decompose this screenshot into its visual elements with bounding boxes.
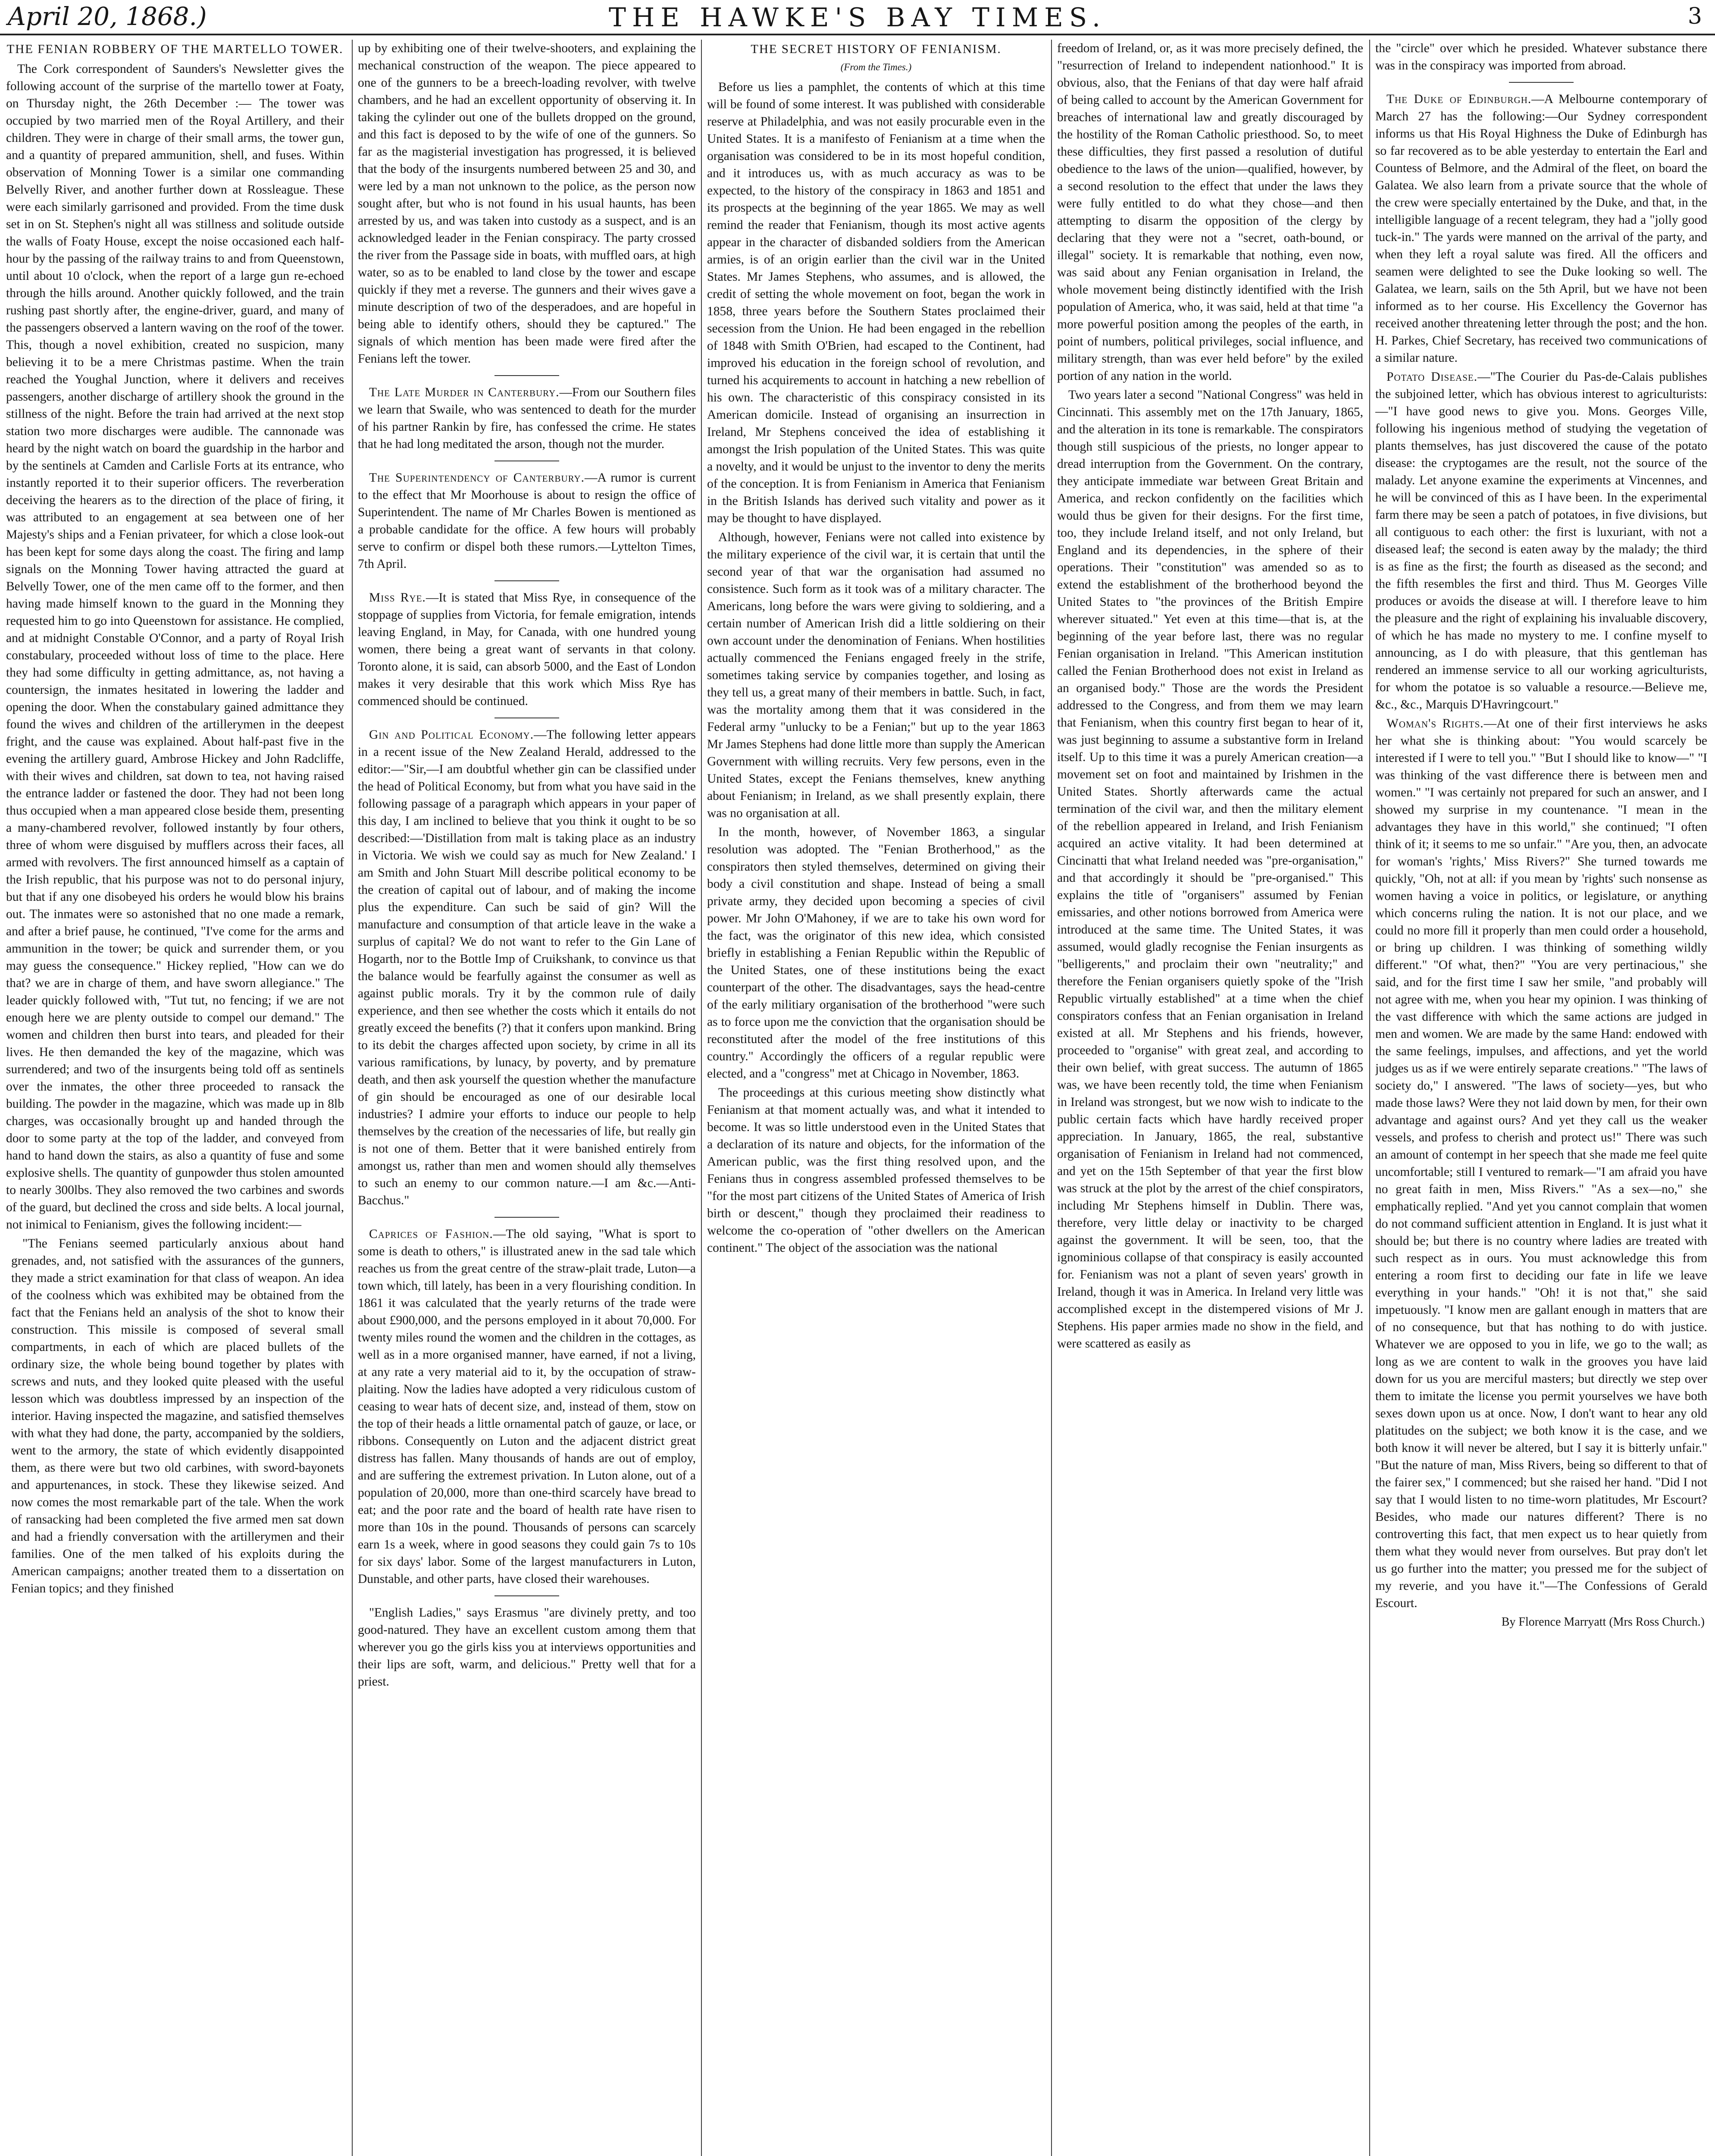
news-item-body: —A Melbourne contemporary of March 27 has the following:—Our Sydney correspondent informs us that His Royal Highness the Duke of Edinburgh has so far recovered as to be able yesterday to entertain the Earl and Countess of Belmore, and the Admiral of the fleet, on board the Galatea. We also learn from a private source that the whole of the crew were specially entertained by the Duke, and that, in the intelligible language of a recent telegram, they had a "jolly good tuck-in." The yards were manned on the arrival of the party, and when they left a royal salute was fired. All the officers and seamen were delighted to see the Duke looking so well. The Galatea, we learn, sails on the 5th April, but we have not been informed as to her course. His Excellency the Governor has received another threatening letter through the post; and the hon. H. Parkes, Chief Secretary, has received two communications of a similar nature. <box>1375 92 1707 365</box>
news-item-title: Caprices of Fashion. <box>369 1227 493 1241</box>
newspaper-title: THE HAWKE'S BAY TIMES. <box>608 3 1107 33</box>
article-paragraph: the "circle" over which he presided. Whatever substance there was in the conspiracy was imported from abroad. <box>1375 41 1707 72</box>
news-item-body: —It is stated that Miss Rye, in consequence of the stoppage of supplies from Victoria, for female emigration, intends leaving England, in May, for Canada, with one hundred young women, there being a great want of servants in that colony. Toronto alone, it is said, can absorb 5000, and the East of London makes it very desirable that this work which Miss Rye has commenced should be continued. <box>358 591 696 708</box>
section-divider <box>494 1217 559 1218</box>
news-item-title: Miss Rye. <box>369 591 426 605</box>
news-item <box>358 384 696 453</box>
column-rule <box>1051 40 1052 2156</box>
article-quote: "The Fenians seemed particularly anxious about hand grenades, and, not satisfied with the assurances of the gunners, they made a strict examination for that class of weapon. An idea of the coolness which was exhibited may be obtained from the fact that the Fenians held an analysis of the shot to know their construction. This missile is composed of several small compartments, in each of which are placed bullets of the ordinary size, the whole being bound together by plates with screws and nuts, and they looked quite pleased with the useful lesson which was doubtless impressed by an inspection of the interior. Having inspected the magazine, and satisfied themselves with what they had done, the party, accompanied by the soldiers, went to the armory, the state of which evidently disappointed them, as there were but two old carbines, with sword-bayonets and appurtenances, in stock. These they likewise seized. And now comes the most remarkable part of the tale. When the work of ransacking had been completed the five armed men sat down and had a friendly conversation with the artillerymen and their families. One of the men talked of his exploits during the American campaigns; another treated them to a dissertation on Fenian topics; and they finished <box>11 1237 344 1595</box>
news-item-title: The Duke of Edinburgh. <box>1386 92 1532 106</box>
article-source: (From the Times.) <box>840 62 912 72</box>
article-paragraph: The proceedings at this curious meeting show distinctly what Fenianism at that moment actually was, and what it intended to become. It was so little understood even in the United States that a declaration of its nature and objects, for the information of the American public, was the first thing resolved upon, and the Fenians thus in congress assembled professed themselves to be "for the most part citizens of the United States of America of Irish birth or descent," though they proclaimed their readiness to welcome the co-operation of "other dwellers on the American continent." The object of the association was the national <box>707 1086 1045 1255</box>
column-rule <box>701 40 702 2156</box>
news-item-body: —"The Courier du Pas-de-Calais publishes the subjoined letter, which has obvious interest to agriculturists:—"I have good news to give you. Mons. Georges Ville, following his ingenious method of studying the vegetation of plants themselves, has just discovered the cause of the potato disease: the cryptogames are the result, not the source of the malady. Let anyone examine the experiments at Vincennes, and he will be convinced of this as I have been. In the experimental farm there may be seen a patch of potatoes, in five divisions, but all contiguous to each other: the first is luxuriant, with not a diseased leaf; the second is eaten away by the malady; the third is as fine as the first; the fourth as diseased as the second; and the fifth resembles the first and third. Thus M. Georges Ville produces or avoids the disease at will. I therefore leave to him the pleasure and the right of explaining his invaluable discovery, of which he has made no mystery to me. I confine myself to announcing, as I do with pleasure, that this gentleman has rendered an immense service to all our working agriculturists, for whom the potatoe is so valuable a resource.—Believe me, &c., &c., Marquis D'Havringcourt." <box>1375 370 1707 711</box>
article-headline: THE FENIAN ROBBERY OF THE MARTELLO TOWER. <box>6 42 344 56</box>
article-paragraph: Before us lies a pamphlet, the contents of which at this time will be found of some interest. It was published with considerable reserve at Philadelphia, and was not easily procurable even in the United States. It is a manifesto of Fenianism at a time when the organisation was considered to be in its most hopeful condition, and it introduces us, with as much accuracy as was to be expected, to the history of the conspiracy in 1863 and 1851 and its prospects at the beginning of the year 1865. We may as well remind the reader that Fenianism, though its most active agents appear in the character of disbanded soldiers from the American armies, is of an origin earlier than the civil war in the United States. Mr James Stephens, who assumes, and is allowed, the credit of setting the whole movement on foot, began the work in 1858, three years before the Southern States proclaimed their secession from the Union. He had been engaged in the rebellion of 1848 with Smith O'Brien, had escaped to the Continent, had improved his education in the foreign school of revolution, and turned his acquirements to account in hatching a new rebellion of his own. The characteristic of this conspiracy consisted in its American domicile. Instead of organising an insurrection in Ireland, Mr Stephens conceived the idea of establishing it amongst the Irish population of the United States. This was quite a novelty, and it would be unjust to the inventor to deny the merits of the conception. It is from Fenianism in America that Fenianism in the British Islands has derived such vitality and power as it may be thought to have displayed. <box>707 80 1045 525</box>
news-item-title: Woman's Rights. <box>1386 717 1484 730</box>
news-item <box>358 469 696 573</box>
news-item-title: The Superintendency of Canterbury. <box>369 471 585 485</box>
article-paragraph: up by exhibiting one of their twelve-shooters, and explaining the mechanical construction of the weapon. The piece appeared to one of the gunners to be a breech-loading revolver, with twelve chambers, and he had an excellent opportunity of observing it. In taking the cylinder out one of the bullets dropped on the ground, and this fact is deposed to by the wife of one of the gunners. So far as the magisterial investigation has progressed, it is believed that the body of the insurgents numbered between 25 and 30, and were led by a man not unknown to the police, as the person now sought after, but who is not found in his usual haunts, has been arrested by us, and was taken into custody as a suspect, and is an acknowledged leader in the Fenian conspiracy. The party crossed the river from the Passage side in boats, with muffled oars, at high water, so as to be enabled to land close by the tower and escape quickly if they met a reverse. The gunners and their wives gave a minute description of two of the desperadoes, and are hopeful in being able to identify others, should they be captured." The signals of which mention has been made were fired after the Fenians left the tower. <box>358 41 696 366</box>
masthead <box>0 0 1715 35</box>
page-number: 3 <box>1687 3 1702 29</box>
news-item <box>358 1225 696 1588</box>
news-item: "English Ladies," says Erasmus "are divinely pretty, and too good-natured. They have an excellent custom among them that wherever you go the girls kiss you at interviews opportunities and their lips are soft, warm, and delicious." Pretty well that for a priest. <box>358 1606 696 1689</box>
news-item <box>358 726 696 1209</box>
news-item-body: —The old saying, "What is sport to some is death to others," is illustrated anew in the sad tale which reaches us from the great centre of the straw-plait trade, Luton—a town which, till lately, has been in a very flourishing condition. In 1861 it was calculated that the yearly returns of the trade were about £900,000, and the persons employed in it about 70,000. For twenty miles round the women and the children in the cottages, as well as in a more organised manner, have earned, if not a living, at any rate a very material aid to it, by the occupation of straw-plaiting. Now the ladies have adopted a very ridiculous custom of ceasing to wear hats of decent size, and, instead of them, stow on the top of their heads a little ornamental patch of gauze, or lace, or ribbons. Consequently on Luton and the adjacent district great distress has fallen. Many thousands of hands are out of employ, and are suffering the extremest privation. In Luton alone, out of a population of 20,000, more than one-third scarcely have bread to eat; and the poor rate and the board of health rate have risen to more than 10s in the pound. Thousands of persons can scarcely earn 1s a week, where in good seasons they could gain 7s to 10s for six days' labor. Some of the largest manufacturers in Luton, Dunstable, and other parts, have closed their warehouses. <box>358 1227 696 1586</box>
article-headline: THE SECRET HISTORY OF FENIANISM. <box>751 42 1001 56</box>
article-paragraph: The Cork correspondent of Saunders's Newsletter gives the following account of the surprise of the martello tower at Foaty, on Thursday night, the 26th December :— The tower was occupied by two married men of the Royal Artillery, and their children. They were in charge of their small arms, the tower gun, and a quantity of prepared ammunition, shell, and fuses. Within observation of Monning Tower is a similar one commanding Belvelly River, and another further down at Rossleague. These were each similarly garrisoned and provided. From the time dusk set in on St. Stephen's night all was stillness and solitude outside the walls of Foaty House, except the noise occasioned each half-hour by the passing of the railway trains to and from Queenstown, until about 10 o'clock, when the report of a large gun re-echoed through the hills around. Another quickly followed, and the train rushing past shortly after, the engine-driver, guard, and many of the passengers observed a lantern waving on the roof of the tower. This, though a novel exhibition, created no suspicion, many believing it to be a mere Christmas pastime. When the train reached the Youghal Junction, where it delivers and receives passengers, another discharge of artillery shook the ground in the stillness of the night. Before the train had arrived at the next stop station two more discharges were audible. The cannonade was heard by the night watch on board the guardship in the harbor and by the sentinels at Camden and Carlisle Forts at its entrance, who instantly reported it to their superior officers. The reverberation deceiving the hearers as to the direction of the place of firing, it was attributed to an engagement at sea between one of her Majesty's ships and a Fenian privateer, for which a close look-out has been kept for some days along the coast. The firing and lamp signals on the Monning Tower having attracted the guard at Belvelly Tower, one of the men came off to the former, and then having made himself known to the guard in the Monning they requested him to go into Queenstown for assistance. He complied, and at midnight Constable O'Connor, and a party of Royal Irish constabulary, proceeded without loss of time to the place. Here they had some difficulty in getting admittance, as, not having a countersign, the inmates hesitated in lowering the ladder and opening the door. When the constabulary gained admittance they found the wives and children of the artillerymen in the deepest fright, and the cause was explained. About half-past five in the evening the artillery guard, Ambrose Hickey and John Radcliffe, with their wives and children, sat down to tea, not having raised the entrance ladder or fastened the door. They had not been long thus occupied when a man appeared close beside them, presenting a many-chambered revolver, followed instantly by four others, three of whom were disguised by mufflers across their faces, all armed with revolvers. The first announced himself as a captain of the Irish republic, that his purpose was not to do personal injury, but that if any one disobeyed his orders he would blow his brains out. The inmates were so astonished that no one made a remark, and after a brief pause, he continued, "I've come for the arms and ammunition in the tower; be quick and surrender them, or you may guess the consequence." Hickey replied, "How can we do that? we are in charge of them, and have sworn allegiance." The leader quickly followed with, "Tut tut, no fencing; if we are not enough here we are plenty outside to compel our demand." The women and children then burst into tears, and pleaded for their lives. He then demanded the key of the magazine, which was surrendered; and two of the insurgents being told off as sentinels over the inmates, the other three proceeded to ransack the building. The powder in the magazine, which was made up in 8lb charges, was occasionally brought up and handed through the door to some party at the top of the ladder, and conveyed from hand to hand down the stairs, as also a quantity of fuse and some explosive shells. The quantity of gunpowder thus stolen amounted to nearly 300lbs. They also removed the two carbines and swords of the guard, but declined the cross and side belts. A local journal, not inimical to Fenianism, gives the following incident:— <box>6 62 344 1232</box>
news-item <box>1375 368 1707 713</box>
section-divider <box>494 1595 559 1596</box>
column-4 <box>1057 40 1363 2156</box>
news-item <box>1375 715 1707 1612</box>
article-paragraph: freedom of Ireland, or, as it was more precisely defined, the "resurrection of Ireland to independent nationhood." It is obvious, also, that the Fenians of that day were half afraid of being called to account by the American Government for breaches of international law and greatly discouraged by the hostility of the Roman Catholic priesthood. So, to meet these difficulties, they first passed a resolution of dutiful obedience to the laws of the union—qualified, however, by a second resolution to the effect that under the laws they were fully entitled to do what they chose—and then attempting to disarm the opposition of the clergy by declaring that they were not a "secret, oath-bound, or illegal" society. It is remarkable that nothing, even now, was said about any Fenian organisation in Ireland, the whole movement being distinctly identified with the Irish population of America, who, it was said, held at that time "a more powerful position among the peoples of the earth, in point of numbers, political privileges, social influence, and military strength, than was ever held before" by the exiled portion of any nation in the world. <box>1057 41 1363 383</box>
news-item <box>1375 91 1707 367</box>
section-divider <box>494 375 559 376</box>
issue-date: April 20, 1868.) <box>8 2 207 31</box>
news-item-title: The Late Murder in Canterbury. <box>369 385 560 399</box>
section-divider <box>494 580 559 581</box>
author-signature: By Florence Marryatt (Mrs Ross Church.) <box>1501 1615 1705 1629</box>
news-item-body: —A rumor is current to the effect that Mr Moorhouse is about to resign the office of Superintendent. The name of Mr Charles Bowen is mentioned as a probable candidate for the office. A few hours will probably serve to confirm or dispel both these rumors.—Lyttelton Times, 7th April. <box>358 471 696 571</box>
news-item <box>358 589 696 710</box>
article-paragraph: Two years later a second "National Congress" was held in Cincinnati. This assembly met on the 17th January, 1865, and the alteration in its tone is remarkable. The conspirators though still suspicious of the priests, no longer appear to dread interruption from the Government. On the contrary, they anticipate immediate war between Great Britain and America, and reckon confidently on the facilities which would thus be given for their designs. For the first time, too, they include Ireland itself, and not only Ireland, but England and its dependencies, in the sphere of their operations. Their "constitution" was amended so as to extend the establishment of the brotherhood beyond the United States to "the provinces of the British Empire wherever situated." Yet even at this time—that is, at the beginning of the year before last, there was no regular Fenian organisation in Ireland. "This American institution called the Fenian Brotherhood does not exist in Ireland as an organised body." Those are the words the President addressed to the Congress, and from them we may learn that Fenianism, when this country first began to hear of it, was just beginning to assume a substantive form in Ireland itself. Up to this time it was a purely American creation—a movement set on foot and maintained by Irishmen in the United States. Shortly afterwards came the actual termination of the civil war, and then the military element of the rebellion appeared in Ireland, and Irish Fenianism acquired an active vitality. It had been determined at Cincinatti that what Ireland needed was "pre-organisation," and that accordingly it should be "pre-organised." This explains the title of "organisers" assumed by Fenian emissaries, and other notions borrowed from America were introduced at the same time. The United States, it was assumed, would gladly recognise the Fenian insurgents as "belligerents," and proclaim their own "neutrality;" and therefore the Fenian organisers quietly spoke of the "Irish Republic virtually established" at a time when the chief conspirators confess that an Fenian organisation in Ireland existed at all. Mr Stephens and his friends, however, proceeded to "organise" with great zeal, and according to their own belief, with great success. The autumn of 1865 was, we have been recently told, the time when Fenianism in Ireland was strongest, but we now wish to indicate to the public certain facts which have hardly received proper appreciation. In January, 1865, the real, substantive organisation of Fenianism in Ireland had not commenced, and yet on the 15th September of that year the first blow was struck at the plot by the arrest of the chief conspirators, including Mr Stephens himself in Dublin. There was, therefore, very little delay or inactivity to be charged against the government. It will be seen, too, that the ignominious collapse of that conspiracy is easily accounted for. Fenianism was not a plant of seven years' growth in Ireland, though it was in America. In Ireland very little was accomplished except in the distempered visions of Mr J. Stephens. His paper armies made no show in the field, and were scattered as easily as <box>1057 388 1363 1351</box>
article-paragraph: Although, however, Fenians were not called into existence by the military experience of the civil war, it is certain that until the second year of that war the organisation had assumed no consistence. Such form as it took was of a military character. The Americans, long before the wars were giving to soldiering, and a certain number of American Irish did a little soldiering on their own account under the denomination of Fenians. When hostilities actually commenced the Fenians engaged freely in the strife, sometimes taking service by companies together, and losing as they tell us, a great many of their members in battle. Such, in fact, was the mortality among them that it was considered in the Federal army "unlucky to be a Fenian;" but up to the year 1863 Mr James Stephens had done little more than supply the American Government with willing recruits. Very few persons, even in the United States, except the Fenians themselves, knew anything about Fenianism; in Ireland, as we shall presently explain, there was no organisation at all. <box>707 530 1045 820</box>
column-rule <box>352 40 353 2156</box>
news-item-title: Potato Disease. <box>1386 370 1478 384</box>
column-rule <box>1369 40 1370 2156</box>
column-1 <box>6 40 344 2156</box>
news-item-body: —From our Southern files we learn that Swaile, who was sentenced to death for the murder of his partner Rankin by fire, has confessed the crime. He states that he had long meditated the arson, though not the murder. <box>358 385 696 451</box>
column-3 <box>707 40 1045 2156</box>
news-item-body: —At one of their first interviews he asks her what she is thinking about: "You would scarcely be interested if I were to tell you." "But I should like to know—" "I was thinking of the vast difference there is between men and women." "I was certainly not prepared for such an answer, and I showed my surprise in my countenance. "I mean in the advantages they have in this world," she continued; "I often think of it; it seems to me so unfair." "Are you, then, an advocate for woman's 'rights,' Miss Rivers?" She turned towards me quickly, "Oh, not at all: if you mean by 'rights' such nonsense as women having a voice in politics, or legislature, or anything which concerns ruling the nation. It is not our place, and we could no more fill it properly than men could order a household, or bring up children. I was thinking of something wildly different." "Of what, then?" "You are very pertinacious," she said, and for the first time I saw her smile, "and probably will not agree with me, when you hear my opinion. I was thinking of the vast difference with which the same actions are judged in men and women. We are made by the same Hand: endowed with the same feelings, impulses, and affections, and yet the world judges us as if we were entirely separate creations." "The laws of society do," I answered. "The laws of society—yes, but who made those laws? Were they not laid down by men, for their own advantage and against ours? And yet they call us the weaker vessels, and profess to cherish and protect us!" There was such an amount of contempt in her speech that she made me feel quite uncomfortable; still I ventured to remark—"I am afraid you have no great faith in men, Miss Rivers." "As a sex—no," she emphatically replied. "And yet you cannot complain that women do not command sufficient attention in England. It is just what it should be; but there is no country where ladies are treated with such respect as in ours. You must acknowledge this from entering a room first to deciding our fate in life we leave everything in your hands." "Oh! it is not that," she said impetuously. "I know men are gallant enough in matters that are of no consequence, but that has nothing to do with justice. Whatever we are opposed to you in life, we go to the wall; as long as we are content to walk in the grooves you have laid down for us you are merciful masters; but directly we step over them to imitate the license you permit yourselves we have both sexes down upon us at once. Now, I don't want to hear any old platitudes on the subject; we both know it is the case, and we both know it will never be altered, but I say it is bitterly unfair." "But the nature of man, Miss Rivers, being so different to that of the fairer sex," I commenced; but she raised her hand. "Did I not say that I would listen to no time-worn platitudes, Mr Escourt? Besides, who made our natures different? There is no controverting this fact, that men expect us to hear quietly from them what they would never from ourselves. But pray don't let us go further into the matter; you pressed me for the subject of my reverie, and you have it."—The Confessions of Gerald Escourt. <box>1375 717 1707 1610</box>
column-5 <box>1375 40 1707 2156</box>
section-divider <box>1509 82 1574 83</box>
column-2 <box>358 40 696 2156</box>
article-paragraph: In the month, however, of November 1863, a singular resolution was adopted. The "Fenian Brotherhood," as the conspirators then styled themselves, determined on giving their body a civil constitution and shape. Instead of being a small private army, they decided upon becoming a species of civil power. Mr John O'Mahoney, if we are to take his own word for the fact, was the originator of this new idea, which consisted briefly in establishing a Fenian Republic within the Republic of the United States, one of these institutions being the exact counterpart of the other. The disadvantages, says the head-centre of the early militiary organisation of the brotherhood "were such as to force upon me the conviction that the organisation should be reconstituted after the model of the free institutions of this country." Accordingly the officers of a regular republic were elected, and a "congress" met at Chicago in November, 1863. <box>707 825 1045 1081</box>
news-item-body: —The following letter appears in a recent issue of the New Zealand Herald, addressed to the editor:—"Sir,—I am doubtful whether gin can be classified under the head of Political Economy, but from what you have said in the following passage of a paragraph which appears in your paper of this day, I am inclined to believe that you think it ought to be so described:—'Distillation from malt is taking place as an industry in Victoria. We wish we could say as much for New Zealand.' I am Smith and John Stuart Mill describe political economy to be the creation of capital out of labour, and of making the income plus the expenditure. Can such be said of gin? Will the manufacture and consumption of that article leave in the wake a surplus of capital? We do not want to refer to the Gin Lane of Hogarth, nor to the Bottle Imp of Cruikshank, to convince us that the balance would be fearfully against the consumer as well as against public morals. Try it by the common rule of daily experience, and then see whether the costs which it entails do not greatly exceed the benefits (?) that it confers upon mankind. Bring to its debit the charges affected upon society, by crime in all its various ramifications, by lunacy, by poverty, and by premature death, and then ask yourself the question whether the manufacture of gin should be encouraged as one of our desirable local industries? I admire your efforts to induce our people to help themselves by the creation of the necessaries of life, but really gin is not one of them. Better that it were banished entirely from amongst us, rather than men and women should ally themselves to such an enemy to our common nature.—I am &c.—Anti-Bacchus." <box>358 728 696 1207</box>
news-item-title: Gin and Political Economy. <box>369 728 534 742</box>
